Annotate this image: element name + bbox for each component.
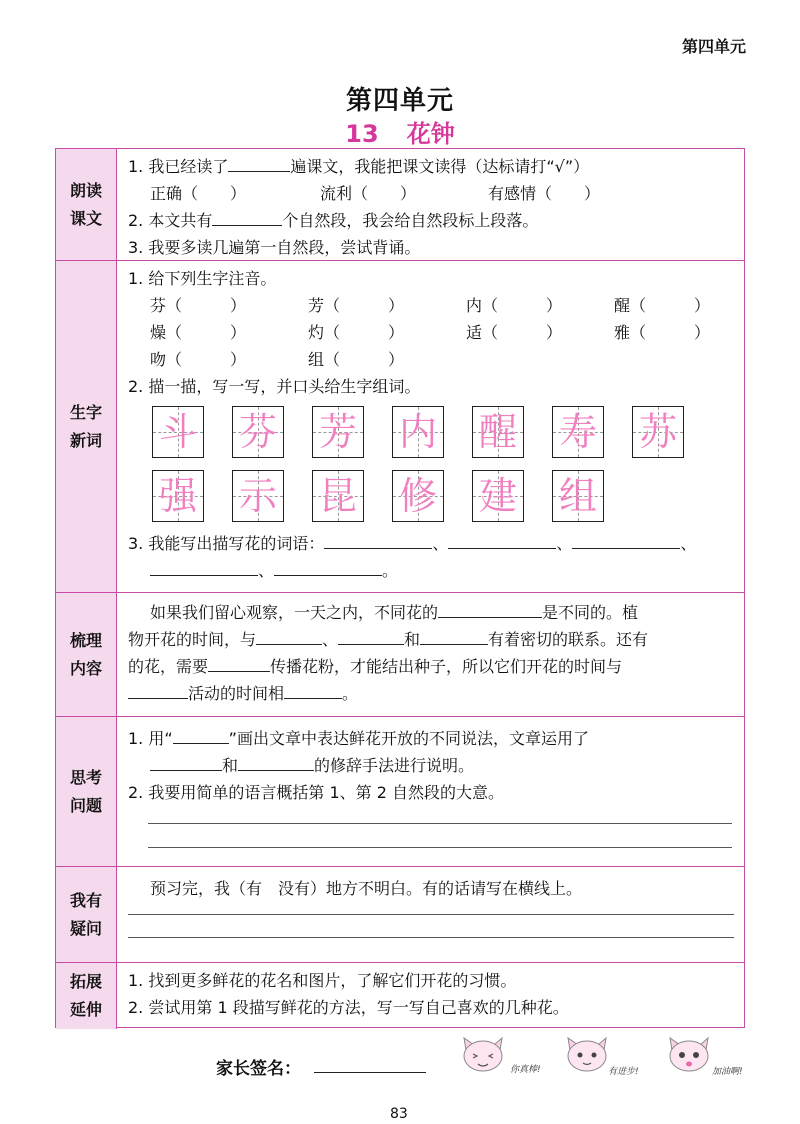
trace-cell[interactable] bbox=[392, 470, 444, 522]
section-label-summary bbox=[56, 593, 117, 716]
label-line-1: 生字 bbox=[69, 402, 102, 422]
trace-char: 斗 bbox=[158, 410, 197, 454]
trace-char: 修 bbox=[398, 474, 437, 518]
answer-line[interactable] bbox=[128, 937, 734, 938]
blank-summary[interactable] bbox=[338, 626, 404, 645]
blank-summary[interactable] bbox=[128, 680, 188, 699]
sticker-well-done bbox=[458, 1036, 541, 1080]
label-line-2: 内容 bbox=[69, 658, 102, 678]
sticker-keep-going bbox=[664, 1036, 750, 1080]
trace-char: 芬 bbox=[238, 410, 277, 454]
sticker-caption: 加油啊! bbox=[712, 1067, 743, 1077]
words-q3-continued: 、 。 bbox=[128, 557, 736, 584]
label-line-1: 我有 bbox=[69, 890, 102, 910]
thinking-content bbox=[116, 717, 744, 866]
blank-flower-word[interactable] bbox=[572, 530, 680, 549]
sticker-progress bbox=[562, 1036, 642, 1080]
reading-options bbox=[128, 180, 736, 207]
section-label-thinking bbox=[56, 717, 117, 866]
trace-cell[interactable] bbox=[312, 406, 364, 458]
trace-cell[interactable] bbox=[152, 470, 204, 522]
label-line-2: 新词 bbox=[69, 430, 102, 450]
blank-flower-word[interactable] bbox=[274, 557, 382, 576]
summary-content bbox=[116, 593, 744, 716]
section-extension bbox=[56, 963, 744, 1029]
pinyin-item[interactable]: 吻（ ） bbox=[150, 350, 247, 369]
summary-line-4: 活动的时间相 。 bbox=[128, 680, 736, 707]
words-q1: 1. 给下列生字注音。 bbox=[128, 269, 277, 288]
reading-content bbox=[116, 149, 744, 260]
pinyin-row-1 bbox=[128, 292, 736, 319]
trace-char: 苏 bbox=[638, 410, 677, 454]
option-with-emotion[interactable]: 有感情（ ） bbox=[488, 184, 601, 203]
summary-line-1: 如果我们留心观察，一天之内，不同花的 是不同的。植 bbox=[128, 599, 736, 626]
section-reading bbox=[56, 149, 744, 261]
words-q2: 2. 描一描，写一写，并口头给生字组词。 bbox=[128, 377, 421, 396]
cartoon-cat-icon bbox=[458, 1036, 508, 1076]
page-number: 83 bbox=[390, 1106, 408, 1122]
parent-signature-field[interactable] bbox=[314, 1072, 426, 1073]
extension-item-2: 2. 尝试用第 1 段描写鲜花的方法，写一写自己喜欢的几种花。 bbox=[128, 998, 569, 1017]
section-label-reading bbox=[56, 149, 117, 260]
answer-line[interactable] bbox=[148, 847, 732, 848]
summary-line-2: 物开花的时间，与 、 和 有着密切的联系。还有 bbox=[128, 626, 736, 653]
section-label-new-words bbox=[56, 261, 117, 592]
blank-summary[interactable] bbox=[284, 680, 342, 699]
blank-flower-word[interactable] bbox=[448, 530, 556, 549]
section-label-extension bbox=[56, 963, 117, 1029]
reading-q1: 1. 我已经读了 遍课文，我能把课文读得（达标请打“√”） bbox=[128, 153, 736, 180]
trace-cell[interactable] bbox=[552, 406, 604, 458]
trace-char: 寿 bbox=[558, 410, 597, 454]
parent-signature-label: 家长签名： bbox=[216, 1059, 301, 1079]
blank-read-times[interactable] bbox=[228, 153, 290, 172]
answer-line[interactable] bbox=[128, 914, 734, 915]
section-summary bbox=[56, 593, 744, 717]
trace-cell[interactable] bbox=[392, 406, 444, 458]
blank-rhetoric[interactable] bbox=[238, 752, 314, 771]
reading-q2: 2. 本文共有 个自然段，我会给自然段标上段落。 bbox=[128, 207, 736, 234]
option-fluent[interactable]: 流利（ ） bbox=[320, 184, 417, 203]
thinking-q1: 1. 用“ ”画出文章中表达鲜花开放的不同说法，文章运用了 bbox=[128, 725, 736, 752]
lesson-title bbox=[0, 114, 800, 149]
pinyin-item[interactable]: 组（ ） bbox=[308, 350, 405, 369]
trace-cell[interactable] bbox=[472, 406, 524, 458]
trace-char: 芳 bbox=[318, 410, 357, 454]
label-line-2: 课文 bbox=[69, 208, 102, 228]
pinyin-item[interactable]: 芳（ ） bbox=[308, 296, 405, 315]
trace-grid-row-1 bbox=[128, 406, 736, 464]
trace-char: 昆 bbox=[318, 474, 357, 518]
unit-corner-label: 第四单元 bbox=[681, 37, 746, 56]
trace-cell[interactable] bbox=[632, 406, 684, 458]
trace-grid-row-2 bbox=[128, 470, 736, 528]
pinyin-row-3 bbox=[128, 346, 736, 373]
pinyin-item[interactable]: 适（ ） bbox=[466, 323, 563, 342]
label-line-1: 朗读 bbox=[69, 180, 102, 200]
pinyin-item[interactable]: 雅（ ） bbox=[614, 323, 711, 342]
label-line-1: 拓展 bbox=[69, 972, 102, 991]
trace-char: 组 bbox=[558, 474, 597, 518]
questions-prompt: 预习完，我（有 没有）地方不明白。有的话请写在横线上。 bbox=[150, 879, 583, 898]
pinyin-item[interactable]: 芬（ ） bbox=[150, 296, 247, 315]
thinking-q2: 2. 我要用简单的语言概括第 1、第 2 自然段的大意。 bbox=[128, 783, 504, 802]
sticker-caption: 你真棒! bbox=[510, 1065, 541, 1075]
label-line-2: 疑问 bbox=[69, 918, 102, 938]
blank-underline-sample[interactable] bbox=[173, 725, 229, 744]
preview-worksheet-table bbox=[55, 148, 745, 1028]
summary-line-3: 的花，需要 传播花粉，才能结出种子，所以它们开花的时间与 bbox=[128, 653, 736, 680]
pinyin-item[interactable]: 燥（ ） bbox=[150, 323, 247, 342]
reading-q3: 3. 我要多读几遍第一自然段，尝试背诵。 bbox=[128, 238, 421, 257]
label-line-1: 梳理 bbox=[69, 630, 102, 650]
section-new-words bbox=[56, 261, 744, 593]
lesson-number: 13 bbox=[345, 120, 379, 148]
thinking-q1-continued: 和 的修辞手法进行说明。 bbox=[128, 752, 736, 779]
label-line-2: 问题 bbox=[69, 795, 102, 815]
blank-summary[interactable] bbox=[208, 653, 270, 672]
trace-cell[interactable] bbox=[232, 470, 284, 522]
blank-paragraph-count[interactable] bbox=[212, 207, 282, 226]
label-line-2: 延伸 bbox=[69, 1000, 102, 1019]
blank-summary[interactable] bbox=[420, 626, 488, 645]
trace-cell[interactable] bbox=[472, 470, 524, 522]
cartoon-cat-icon bbox=[562, 1036, 612, 1076]
blank-summary[interactable] bbox=[256, 626, 322, 645]
section-questions bbox=[56, 867, 744, 963]
extension-content bbox=[116, 963, 744, 1029]
trace-char: 建 bbox=[478, 474, 517, 518]
trace-cell[interactable] bbox=[312, 470, 364, 522]
pinyin-row-2 bbox=[128, 319, 736, 346]
blank-summary[interactable] bbox=[438, 599, 542, 618]
trace-cell[interactable] bbox=[152, 406, 204, 458]
unit-title: 第四单元 bbox=[345, 86, 454, 116]
answer-line[interactable] bbox=[148, 823, 732, 824]
trace-char: 醒 bbox=[478, 410, 517, 454]
trace-char: 示 bbox=[238, 474, 277, 518]
option-correct[interactable]: 正确（ ） bbox=[150, 184, 247, 203]
section-thinking bbox=[56, 717, 744, 867]
pinyin-item[interactable]: 内（ ） bbox=[466, 296, 563, 315]
trace-char: 强 bbox=[158, 474, 197, 518]
extension-item-1: 1. 找到更多鲜花的花名和图片，了解它们开花的习惯。 bbox=[128, 971, 517, 990]
lesson-name: 花钟 bbox=[406, 120, 455, 148]
trace-cell[interactable] bbox=[232, 406, 284, 458]
blank-flower-word[interactable] bbox=[150, 557, 258, 576]
trace-char: 内 bbox=[398, 410, 437, 454]
questions-content bbox=[116, 867, 744, 962]
section-label-questions bbox=[56, 867, 117, 962]
sticker-caption: 有进步! bbox=[608, 1067, 639, 1077]
pinyin-item[interactable]: 醒（ ） bbox=[614, 296, 711, 315]
words-q3: 3. 我能写出描写花的词语： 、 、 、 bbox=[128, 530, 736, 557]
blank-rhetoric[interactable] bbox=[150, 752, 222, 771]
new-words-content bbox=[116, 261, 744, 592]
blank-flower-word[interactable] bbox=[324, 530, 432, 549]
pinyin-item[interactable]: 灼（ ） bbox=[308, 323, 405, 342]
label-line-1: 思考 bbox=[69, 767, 102, 787]
cartoon-cat-icon bbox=[664, 1036, 714, 1076]
trace-cell[interactable] bbox=[552, 470, 604, 522]
